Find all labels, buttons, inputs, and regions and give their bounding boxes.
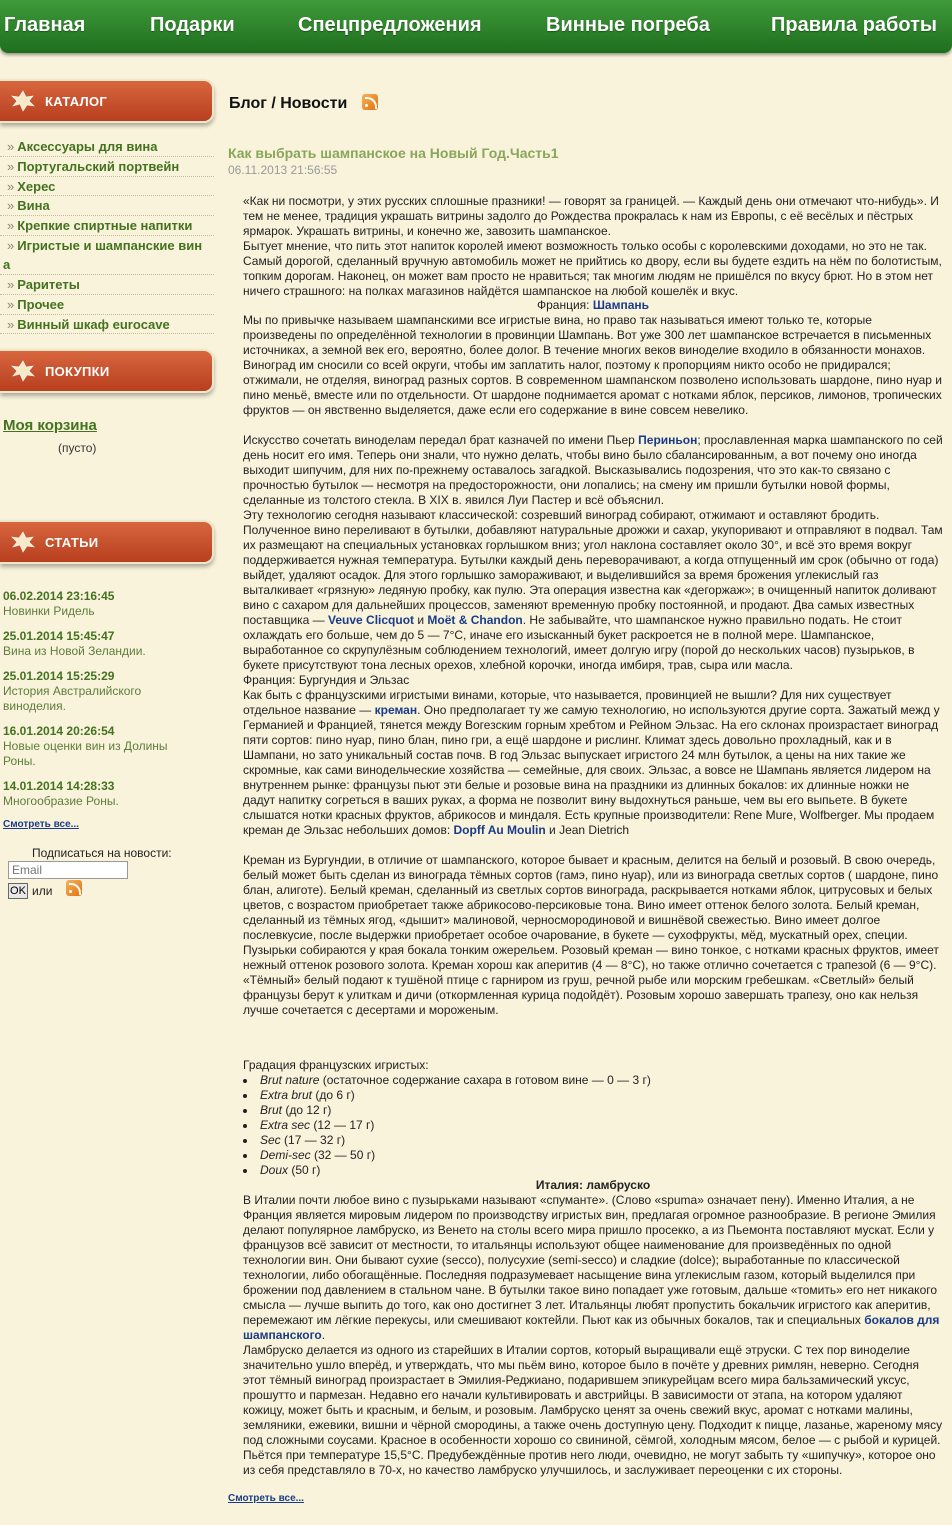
article-link[interactable]: История Австралийского виноделия. [3,684,142,713]
dopff-au-moulin-link[interactable]: Dopff Au Moulin [453,823,546,837]
catalog-item-port[interactable]: » Португальский портвейн [0,157,214,177]
article-date: 16.01.2014 20:26:54 [3,724,115,738]
article-paragraph: Эту технологию сегодня называют классической: созревший виноград собирают, отжимают и оставляют бродить. Полученное вино переливают в бутылки, добавляют натуральные дрожжи и сахар, укупоривают и отправляют в подвал. Там их размещают на специальных установках горлышком вниз; угол наклона составляет около 30°, и всё это время вокруг поддерживается нужная температура. Бутылки каждый день переворачивают, а когда отпущенный им срок (обычно от года) выйдет, удаляют осадок. Для этого горлышко замораживают, и выделившийся за время брожения углекислый газ выталкивает «грязную» ледяную пробку, как пулю. Эта операция известна как «дегоржаж»; в очищенный напиток доливают вино с сахаром для дальнейших процессов, заменяют временную пробку постоянной, и продают. Два самых известных поставщика — Veuve Clicquot и Moët & Chandon. Не забывайте, что шампанское нужно правильно подать. Не стоит охлаждать его больше, чем до 5 — 7°С, иначе его изысканный букет раскроется не в полной мере. Шампанское, выработанное со скрупулёзным соблюдением технологий, имеет долгую игру (порой до нескольких часов) пузырьков, в букете присутствуют тона лесных орехов, хлебной корочки, иногда имбиря, трав, сыра или масла. [243,508,943,672]
article-link[interactable]: Многообразие Роны. [3,794,119,808]
veuve-clicquot-link[interactable]: Veuve Clicquot [328,613,415,627]
nav-special-offers[interactable]: Спецпредложения [298,14,482,36]
list-item: • Brut nature (остаточное содержание сахара в готовом вине — 0 — 3 г) [243,1073,651,1088]
list-item: • Demi-sec (32 — 50 г) [243,1148,651,1163]
catalog-item-eurocave[interactable]: » Винный шкаф eurocave [0,315,214,335]
page-title: Блог / Новости [229,95,348,112]
list-item: • Doux (50 г) [243,1163,651,1178]
champagne-glasses-link[interactable]: бокалов для шампанского [243,1313,940,1342]
catalog-item-wines[interactable]: » Вина [0,196,214,216]
catalog-item-sherry[interactable]: » Херес [0,177,214,197]
catalog-header [0,79,214,123]
post-date: 06.11.2013 21:56:55 [228,163,338,177]
list-item: • Extra brut (до 6 г) [243,1088,651,1103]
grape-leaf-icon [10,359,36,383]
list-item: • Extra sec (12 — 17 г) [243,1118,651,1133]
article-paragraph: Как быть с французскими игристыми винами, которые, что называется, провинцией не вышли? Для них существует отдельное название — креман. Оно предполагает ту же самую технологию, но используются другие сорта. Зажатый межд у Германией и Францией, тянется между Вогезским горным хребтом и Рейном Эльзас. На его склонах произрастает виноград пяти сортов: пино нуар, пино блан, пино гри, а ещё шардоне и рислинг. Климат здесь довольно прохладный, как и в Шампани, но зато уникальный состав почв. В год Эльзас выпускает игристого 24 млн бутылок, а цены на них такие же скромные, как сами винодельческие хозяйства — семейные, для своих. Эльзас, а вовсе не Шампань является лидером на внутреннем рынке: французы пьют эти белые и розовые вина на праздники из длинных бокалов: их длинные ножки не дадут напитку согреться в ваших руках, а форма не позволит вину выдохнуться раньше, чем вы его выпьете. В букете слышатся нотки красных фруктов, абрикосов и миндаля. Есть крупные производители: Rene Mure, Wolfberger. Мы продаем креман де Эльзас небольших домов: Dopff Au Moulin и Jean Dietrich [243,688,940,837]
article-subheading: Франция: Бургундия и Эльзас [243,673,410,687]
article-date: 25.01.2014 15:25:29 [3,669,115,683]
grape-leaf-icon [10,89,36,113]
top-navigation [0,0,952,53]
article-paragraph: Бытует мнение, что пить этот напиток королей имеют возможность только особы с королевскими доходами, но это не так. Самый дорогой, сделанный вручную автомобиль может не прийтись ко двору, если вы будете ездить на нём по болотистым, топким дорогам. Наконец, он может вам просто не нравиться; так многим людям не пришёлся по вкусу брют. Но в этом нет ничего страшного: на полках магазинов найдётся шампанское на любой кошелёк и вкус. [243,239,942,298]
article-paragraph: «Как ни посмотри, у этих русских сплошные празники! — говорят за границей. — Каждый день они отмечают что-нибудь». И тем не менее, традиция украшать витрины задолго до Рождества прокралась к нам из Европы, с её весёлых и пёстрых ярмарок. Украшать витрины, и конечно же, завозить шампанское. [243,194,939,238]
gradation-title: Градация французских игристых: [243,1058,429,1072]
cart-link[interactable]: Моя корзина [3,417,97,434]
article-paragraph: Ламбруско делается из одного из старейших в Италии сортов, который выращивали ещё этруски. С тех пор виноделие значительно ушло вперёд, и утверждать, что мы пьём вино, которое было в почёте у древних римлян, неверно. Сегодня этот тёмный виноград произрастает в Эмилия-Реджиано, подарившем эпикурейцам всего мира бальзамический уксус, прошутто и пармезан. Недавно его начали культивировать и австрийцы. В зависимости от этапа, на котором удаляют кожицу, может быть и красным, и белым, и розовым. Ламбруско ценят за очень свежий вкус, аромат с нотками малины, земляники, ежевики, вишни и чёрной смородины, а также очень доступную цену. Подходит к пицце, лазанье, жареному мясу под сложными соусами. Красное в особенности хорошо со свининой, сёмгой, холодным мясом, белое — с рыбой и курицей. Пьётся при температуре 15,5°С. Предубеждённые против него люди, очевидно, не могут забыть ту «шипучку», которое оно из себя представляло в 70-х, но качество ламбруско улучшилось, и заслуживает переоценки с их стороны. [243,1343,943,1477]
france-champagne-line: Франция: Шампань [536,298,649,312]
nav-rules[interactable]: Правила работы [771,14,937,36]
italy-subheading: Италия: ламбруско [535,1178,651,1192]
purchases-title: ПОКУПКИ [45,364,110,379]
article-paragraph: Мы по привычке называем шампанскими все игристые вина, но право так называться имеют только те, которые произведены по определённой технологии в провинции Шампань. Вот уже 300 лет шампанское встречается в письменных источниках, а земной век его, вероятно, более долог. В течение многих веков виноделие входило в обязанности монахов. Виноград им сносили со всей округи, чтобы им заплатить налог, поэтому к пропорциям никто особо не придирался; отжимали, не отделяя, виноград разных сортов. В современном шампанском позволено использовать шардоне, пино нуар и пино меньё, вместе или по отдельности. От шардоне поднимается аромат с нотками яблок, персиков, лимонов, тропических фруктов — он явственно выделяется, даже если его содержание в вине совсем невелико. [243,313,942,417]
catalog-item-spirits[interactable]: » Крепкие спиртные напитки [0,216,214,236]
subscribe-or-text: или [32,884,53,898]
article-link[interactable]: Новинки Ридель [3,604,95,618]
article-date: 14.01.2014 14:28:33 [3,779,115,793]
article-link[interactable]: Новые оценки вин из Долины Роны. [3,739,168,768]
articles-header [0,520,214,564]
rss-icon[interactable] [66,880,82,896]
article-paragraph: Креман из Бургундии, в отличие от шампанского, которое бывает и красным, делится на белый и розовый. В свою очередь, белый может быть сделан из винограда тёмных сортов (гамэ, пино нуар), или из винограда светлых сортов ( шардоне, пино блан, алиготе). Белый креман, сделанный из светлых сортов винограда, раскрывается нотками яблок, цитрусовых и белых цветов, с возрастом приобретает также абрикосово-персиковые тона. Вино имеет оттенок белого золота. Белый креман, сделанный из тёмных ягод, «дышит» малиновой, черносмородиновой и вишнёвой свежестью. Вино имеет долгое послевкусие, после выдержки приобретает особое очарование, в букете — сухофрукты, мёд, мускатный орех, специи. Пузырьки собираются у края бокала тонким ожерельем. Розовый креман — вино тонкое, с нотками красных фруктов, имеет нежный оттенок розового золота. Креман хорош как аперитив (4 — 8°С), но также отлично сочетается с трапезой (6 — 9°С). «Тёмный» белый подают к тушёной птице с гарниром из груш, речной рыбе или морским гребешкам. «Светлый» белый французы берут к улиткам и дичи (откормленная курица подойдёт). Розовым хорошо завершать трапезу, оно как нельзя лучше сочетается с десертами и мороженым. [243,853,939,1017]
catalog-title: КАТАЛОГ [45,94,108,109]
grape-leaf-icon [10,530,36,554]
subscribe-label: Подписаться на новости: [32,846,172,860]
catalog-list [0,137,214,334]
article-date: 25.01.2014 15:45:47 [3,629,115,643]
nav-home[interactable]: Главная [4,14,86,36]
cart-status: (пусто) [58,441,97,455]
article-paragraph: Искусство сочетать виноделам передал брат казначей по имени Пьер Периньон; прославленная марка шампанского по сей день носит его имя. Теперь они знали, что нужно делать, чтобы вино было сбалансированным, а вот почему оно иногда выходит шипучим, для них по-прежнему оставалось загадкой. Высказывались подозрения, что это как-то связано с прочностью бутылок — несмотря на предосторожности, они лопались; на смену им пришли бутылки новой формы, сделанные из толстого стекла. В XIX в. явился Луи Пастер и всё объяснил. [243,433,943,507]
rss-icon[interactable] [362,94,378,110]
cremant-link[interactable]: креман [374,703,418,717]
article-link[interactable]: Вина из Новой Зеландии. [3,644,146,658]
catalog-item-sparkling[interactable]: » Игристые и шампанские вин а [0,236,214,275]
list-item: • Sec (17 — 32 г) [243,1133,651,1148]
blog-see-all-link[interactable]: Смотреть все... [228,1493,304,1504]
catalog-item-accessories[interactable]: » Аксессуары для вина [0,137,214,157]
nav-wine-cellars[interactable]: Винные погреба [546,14,710,36]
article-date: 06.02.2014 23:16:45 [3,589,115,603]
articles-see-all-link[interactable]: Смотреть все... [3,819,79,830]
list-item: • Brut (до 12 г) [243,1103,651,1118]
perignon-link[interactable]: Периньон [638,433,698,447]
subscribe-email-input[interactable] [8,861,128,879]
purchases-header [0,349,214,393]
nav-gifts[interactable]: Подарки [150,14,235,36]
subscribe-ok-button[interactable]: OK [8,883,28,899]
gradation-list [243,1073,651,1178]
champagne-link[interactable]: Шампань [589,298,649,312]
article-paragraph: В Италии почти любое вино с пузырьками называют «спуманте». (Слово «spuma» означает пену). Именно Италия, а не Франция является мировым лидером по производству игристых вин, предлагая огромное разнообразие. В регионе Эмилия делают популярное ламбруско, из Венето на столы всего мира пришло просекко, а из Пьемонта поставляют мускат. Если у французов всё зависит от местности, то итальянцы используют общее наименование для произведённых по одной технологии вин. Они бывают сухие (secco), полусухие (semi-secco) и сладкие (dolce); выработанные по классической технологии, либо обогащённые. Последняя подразумевает насыщение вина углекислым газом, который выделился при брожении под давлением в стальном чане. В бутылки такое вино попадает уже готовым, дальше «томить» его нет никакого смысла — лучше выпить до того, как оно достигнет 3 лет. Итальянцы любят пропустить бокальчик игристого как аперитив, перемежают им лёгкие перекусы, или смешивают коктейли. Пьют как из обычных бокалов, так и специальных бокалов для шампанского. [243,1193,940,1342]
post-title-link[interactable]: Как выбрать шампанское на Новый Год.Часть1 [228,145,559,161]
catalog-item-other[interactable]: » Прочее [0,295,214,315]
moet-chandon-link[interactable]: Moët & Chandon [427,613,523,627]
articles-title: СТАТЬИ [45,535,99,550]
catalog-item-rarities[interactable]: » Раритеты [0,275,214,295]
